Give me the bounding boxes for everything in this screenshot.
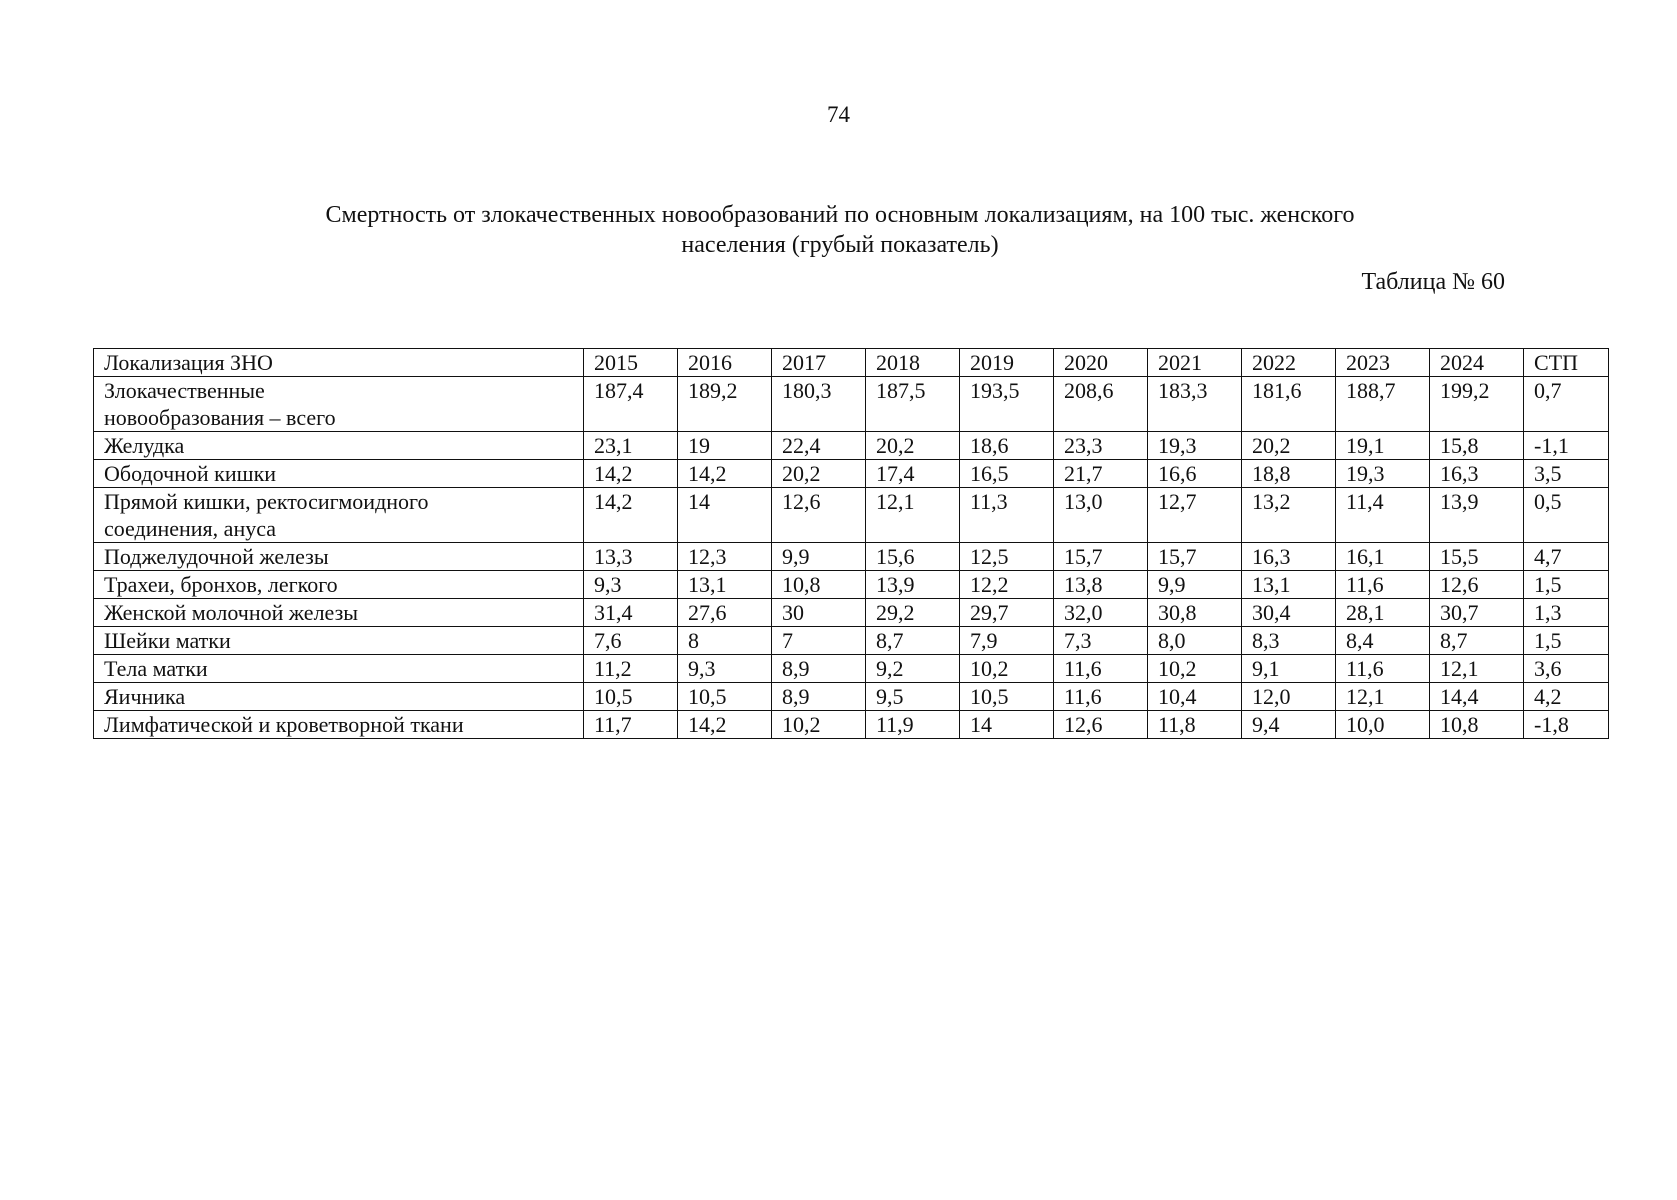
value-cell: 180,3 bbox=[772, 377, 866, 432]
value-cell: 12,1 bbox=[1430, 655, 1524, 683]
row-label bbox=[94, 460, 584, 488]
stp-cell: 0,7 bbox=[1524, 377, 1609, 432]
value-cell: 12,0 bbox=[1242, 683, 1336, 711]
stp-cell: 0,5 bbox=[1524, 488, 1609, 543]
value-cell: 9,2 bbox=[866, 655, 960, 683]
value-cell: 27,6 bbox=[678, 599, 772, 627]
value-cell: 19,3 bbox=[1148, 432, 1242, 460]
value-cell: 9,9 bbox=[1148, 571, 1242, 599]
value-cell: 8,9 bbox=[772, 655, 866, 683]
value-cell: 18,8 bbox=[1242, 460, 1336, 488]
value-cell: 14,2 bbox=[678, 460, 772, 488]
stp-cell: 1,5 bbox=[1524, 627, 1609, 655]
value-cell: 9,5 bbox=[866, 683, 960, 711]
table-number: Таблица № 60 bbox=[1361, 269, 1505, 295]
value-cell: 11,6 bbox=[1336, 655, 1430, 683]
row-label-line: Лимфатической и кроветворной ткани bbox=[104, 712, 464, 737]
column-header: 2024 bbox=[1430, 349, 1524, 377]
mortality-table bbox=[93, 348, 1609, 739]
row-label bbox=[94, 377, 584, 432]
table-row bbox=[94, 488, 1609, 543]
value-cell: 15,6 bbox=[866, 543, 960, 571]
column-header: 2022 bbox=[1242, 349, 1336, 377]
value-cell: 13,9 bbox=[866, 571, 960, 599]
value-cell: 11,8 bbox=[1148, 711, 1242, 739]
value-cell: 12,6 bbox=[1430, 571, 1524, 599]
value-cell: 19,3 bbox=[1336, 460, 1430, 488]
value-cell: 16,3 bbox=[1242, 543, 1336, 571]
value-cell: 18,6 bbox=[960, 432, 1054, 460]
value-cell: 183,3 bbox=[1148, 377, 1242, 432]
value-cell: 12,5 bbox=[960, 543, 1054, 571]
table-row bbox=[94, 543, 1609, 571]
value-cell: 20,2 bbox=[866, 432, 960, 460]
value-cell: 11,4 bbox=[1336, 488, 1430, 543]
value-cell: 20,2 bbox=[1242, 432, 1336, 460]
value-cell: 8,3 bbox=[1242, 627, 1336, 655]
value-cell: 13,2 bbox=[1242, 488, 1336, 543]
value-cell: 7,9 bbox=[960, 627, 1054, 655]
value-cell: 8,4 bbox=[1336, 627, 1430, 655]
value-cell: 14,4 bbox=[1430, 683, 1524, 711]
value-cell: 15,7 bbox=[1054, 543, 1148, 571]
value-cell: 9,4 bbox=[1242, 711, 1336, 739]
column-header: 2020 bbox=[1054, 349, 1148, 377]
row-label bbox=[94, 627, 584, 655]
value-cell: 19 bbox=[678, 432, 772, 460]
value-cell: 187,5 bbox=[866, 377, 960, 432]
value-cell: 11,6 bbox=[1054, 683, 1148, 711]
value-cell: 13,0 bbox=[1054, 488, 1148, 543]
table-row bbox=[94, 460, 1609, 488]
stp-cell: 1,5 bbox=[1524, 571, 1609, 599]
table-title-line-2: населения (грубый показатель) bbox=[681, 232, 999, 258]
table-row bbox=[94, 432, 1609, 460]
table-header-row bbox=[94, 349, 1609, 377]
column-header: 2018 bbox=[866, 349, 960, 377]
value-cell: 14,2 bbox=[584, 460, 678, 488]
row-label bbox=[94, 543, 584, 571]
value-cell: 13,1 bbox=[1242, 571, 1336, 599]
column-header: 2015 bbox=[584, 349, 678, 377]
value-cell: 15,8 bbox=[1430, 432, 1524, 460]
stp-cell: 4,7 bbox=[1524, 543, 1609, 571]
value-cell: 8,9 bbox=[772, 683, 866, 711]
row-label bbox=[94, 655, 584, 683]
value-cell: 20,2 bbox=[772, 460, 866, 488]
value-cell: 10,8 bbox=[1430, 711, 1524, 739]
value-cell: 32,0 bbox=[1054, 599, 1148, 627]
stp-cell: 3,5 bbox=[1524, 460, 1609, 488]
value-cell: 7 bbox=[772, 627, 866, 655]
value-cell: 9,3 bbox=[584, 571, 678, 599]
row-label bbox=[94, 599, 584, 627]
value-cell: 10,4 bbox=[1148, 683, 1242, 711]
value-cell: 12,6 bbox=[772, 488, 866, 543]
value-cell: 8 bbox=[678, 627, 772, 655]
table-row bbox=[94, 599, 1609, 627]
value-cell: 189,2 bbox=[678, 377, 772, 432]
column-header: СТП bbox=[1524, 349, 1609, 377]
value-cell: 193,5 bbox=[960, 377, 1054, 432]
table-row bbox=[94, 711, 1609, 739]
row-label-line: Тела матки bbox=[104, 656, 208, 681]
column-header: 2019 bbox=[960, 349, 1054, 377]
value-cell: 16,3 bbox=[1430, 460, 1524, 488]
value-cell: 12,6 bbox=[1054, 711, 1148, 739]
row-label-line: новообразования – всего bbox=[104, 405, 336, 430]
row-label bbox=[94, 711, 584, 739]
value-cell: 23,1 bbox=[584, 432, 678, 460]
value-cell: 187,4 bbox=[584, 377, 678, 432]
row-label bbox=[94, 432, 584, 460]
value-cell: 13,3 bbox=[584, 543, 678, 571]
value-cell: 8,0 bbox=[1148, 627, 1242, 655]
value-cell: 199,2 bbox=[1430, 377, 1524, 432]
value-cell: 28,1 bbox=[1336, 599, 1430, 627]
column-header: 2016 bbox=[678, 349, 772, 377]
row-label-line: Шейки матки bbox=[104, 628, 231, 653]
row-label-line: Желудка bbox=[104, 433, 185, 458]
value-cell: 8,7 bbox=[866, 627, 960, 655]
value-cell: 13,8 bbox=[1054, 571, 1148, 599]
column-header: 2021 bbox=[1148, 349, 1242, 377]
value-cell: 16,6 bbox=[1148, 460, 1242, 488]
value-cell: 9,9 bbox=[772, 543, 866, 571]
table-title bbox=[240, 200, 1440, 260]
value-cell: 208,6 bbox=[1054, 377, 1148, 432]
value-cell: 10,5 bbox=[584, 683, 678, 711]
value-cell: 10,8 bbox=[772, 571, 866, 599]
value-cell: 23,3 bbox=[1054, 432, 1148, 460]
value-cell: 11,7 bbox=[584, 711, 678, 739]
page-number: 74 bbox=[827, 102, 850, 127]
value-cell: 181,6 bbox=[1242, 377, 1336, 432]
value-cell: 10,2 bbox=[772, 711, 866, 739]
value-cell: 12,3 bbox=[678, 543, 772, 571]
value-cell: 31,4 bbox=[584, 599, 678, 627]
row-label-line: Злокачественные bbox=[104, 378, 265, 403]
value-cell: 30,8 bbox=[1148, 599, 1242, 627]
value-cell: 14 bbox=[678, 488, 772, 543]
value-cell: 29,7 bbox=[960, 599, 1054, 627]
value-cell: 30,7 bbox=[1430, 599, 1524, 627]
value-cell: 30,4 bbox=[1242, 599, 1336, 627]
column-header-localization: Локализация ЗНО bbox=[94, 349, 584, 377]
value-cell: 19,1 bbox=[1336, 432, 1430, 460]
value-cell: 10,5 bbox=[678, 683, 772, 711]
value-cell: 7,3 bbox=[1054, 627, 1148, 655]
value-cell: 11,3 bbox=[960, 488, 1054, 543]
value-cell: 16,1 bbox=[1336, 543, 1430, 571]
row-label-line: Яичника bbox=[104, 684, 186, 709]
row-label bbox=[94, 488, 584, 543]
row-label bbox=[94, 683, 584, 711]
table-row bbox=[94, 627, 1609, 655]
value-cell: 11,6 bbox=[1336, 571, 1430, 599]
value-cell: 11,2 bbox=[584, 655, 678, 683]
value-cell: 12,2 bbox=[960, 571, 1054, 599]
value-cell: 10,2 bbox=[1148, 655, 1242, 683]
table-row bbox=[94, 377, 1609, 432]
stp-cell: -1,1 bbox=[1524, 432, 1609, 460]
value-cell: 11,9 bbox=[866, 711, 960, 739]
column-header: 2023 bbox=[1336, 349, 1430, 377]
value-cell: 14,2 bbox=[584, 488, 678, 543]
row-label bbox=[94, 571, 584, 599]
value-cell: 12,1 bbox=[866, 488, 960, 543]
stp-cell: 3,6 bbox=[1524, 655, 1609, 683]
value-cell: 15,7 bbox=[1148, 543, 1242, 571]
value-cell: 13,9 bbox=[1430, 488, 1524, 543]
value-cell: 10,5 bbox=[960, 683, 1054, 711]
row-label-line: Прямой кишки, ректосигмоидного bbox=[104, 489, 429, 514]
table-row bbox=[94, 683, 1609, 711]
value-cell: 188,7 bbox=[1336, 377, 1430, 432]
table-title-line-1: Смертность от злокачественных новообразований по основным локализациям, на 100 тыс. женского bbox=[325, 202, 1355, 228]
value-cell: 10,2 bbox=[960, 655, 1054, 683]
value-cell: 7,6 bbox=[584, 627, 678, 655]
table-body bbox=[94, 377, 1609, 739]
row-label-line: Женской молочной железы bbox=[104, 600, 359, 625]
value-cell: 22,4 bbox=[772, 432, 866, 460]
row-label-line: соединения, ануса bbox=[104, 516, 277, 541]
value-cell: 15,5 bbox=[1430, 543, 1524, 571]
row-label-line: Трахеи, бронхов, легкого bbox=[104, 572, 338, 597]
stp-cell: -1,8 bbox=[1524, 711, 1609, 739]
value-cell: 9,1 bbox=[1242, 655, 1336, 683]
row-label-line: Поджелудочной железы bbox=[104, 544, 329, 569]
value-cell: 8,7 bbox=[1430, 627, 1524, 655]
value-cell: 14 bbox=[960, 711, 1054, 739]
value-cell: 29,2 bbox=[866, 599, 960, 627]
value-cell: 16,5 bbox=[960, 460, 1054, 488]
value-cell: 30 bbox=[772, 599, 866, 627]
table-row bbox=[94, 655, 1609, 683]
stp-cell: 1,3 bbox=[1524, 599, 1609, 627]
value-cell: 21,7 bbox=[1054, 460, 1148, 488]
value-cell: 13,1 bbox=[678, 571, 772, 599]
value-cell: 14,2 bbox=[678, 711, 772, 739]
column-header: 2017 bbox=[772, 349, 866, 377]
value-cell: 17,4 bbox=[866, 460, 960, 488]
row-label-line: Ободочной кишки bbox=[104, 461, 277, 486]
stp-cell: 4,2 bbox=[1524, 683, 1609, 711]
table-row bbox=[94, 571, 1609, 599]
value-cell: 9,3 bbox=[678, 655, 772, 683]
value-cell: 12,1 bbox=[1336, 683, 1430, 711]
value-cell: 12,7 bbox=[1148, 488, 1242, 543]
value-cell: 10,0 bbox=[1336, 711, 1430, 739]
value-cell: 11,6 bbox=[1054, 655, 1148, 683]
